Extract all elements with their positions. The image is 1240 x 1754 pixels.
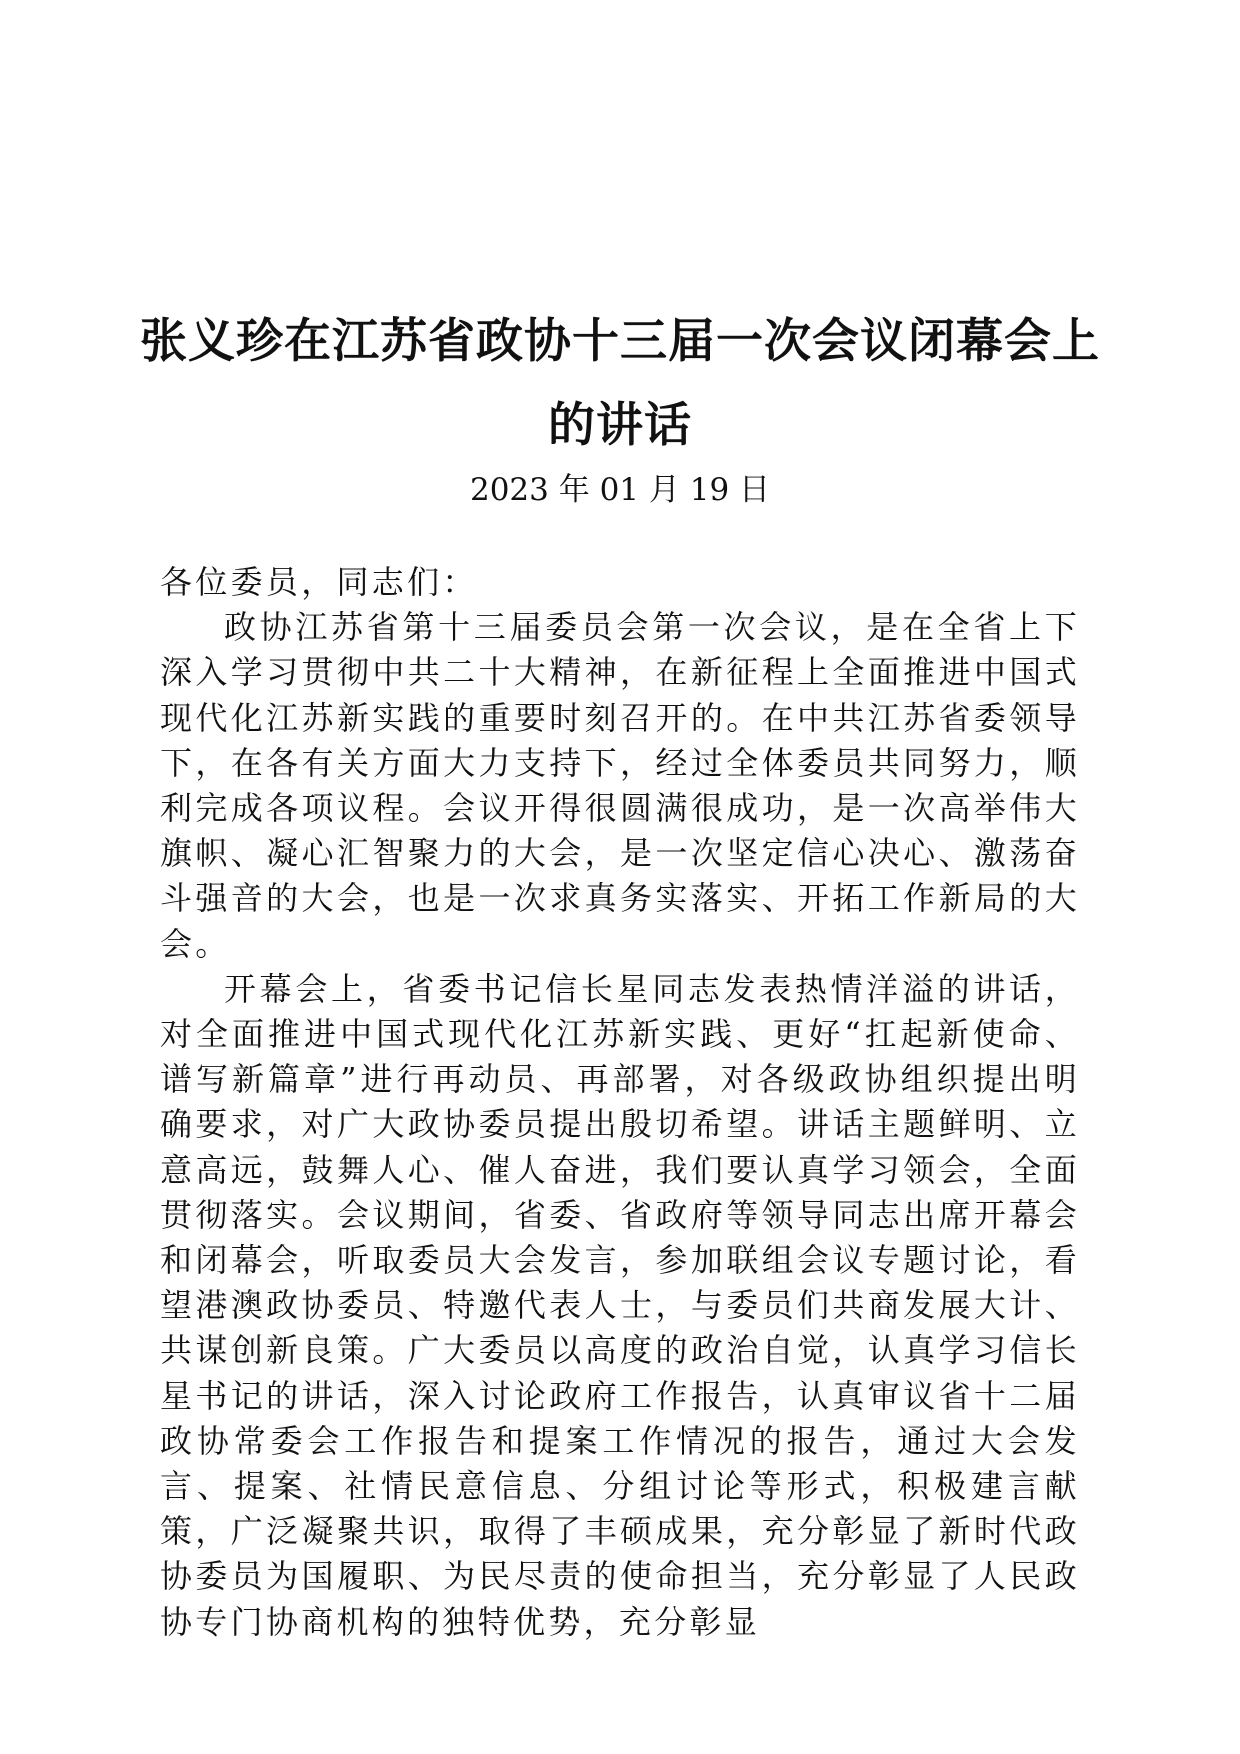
body-paragraph: 开幕会上，省委书记信长星同志发表热情洋溢的讲话，对全面推进中国式现代化江苏新实践、更好“扛起新使命、谱写新篇章”进行再动员、再部署，对各级政协组织提出明确要求，对广大政协委员提出殷切希望。讲话主题鲜明、立意高远，鼓舞人心、催人奋进，我们要认真学习领会，全面贯彻落实。会议期间，省委、省政府等领导同志出席开幕会和闭幕会，听取委员大会发言，参加联组会议专题讨论，看望港澳政协委员、特邀代表人士，与委员们共商发展大计、共谋创新良策。广大委员以高度的政治自觉，认真学习信长星书记的讲话，深入讨论政府工作报告，认真审议省十二届政协常委会工作报告和提案工作情况的报告，通过大会发言、提案、社情民意信息、分组讨论等形式，积极建言献策，广泛凝聚共识，取得了丰硕成果，充分彰显了新时代政协委员为国履职、为民尽责的使命担当，充分彰显了人民政协专门协商机构的独特优势，充分彰显 — [160, 969, 1080, 1641]
document-title: 张义珍在江苏省政协十三届一次会议闭幕会上的讲话 — [140, 314, 1100, 453]
body-paragraph: 政协江苏省第十三届委员会第一次会议，是在全省上下深入学习贯彻中共二十大精神，在新征程上全面推进中国式现代化江苏新实践的重要时刻召开的。在中共江苏省委领导下，在各有关方面大力支持下，经过全体委员共同努力，顺利完成各项议程。会议开得很圆满很成功，是一次高举伟大旗帜、凝心汇智聚力的大会，是一次坚定信心决心、激荡奋斗强音的大会，也是一次求真务实落实、开拓工作新局的大会。 — [160, 608, 1080, 963]
document-body — [160, 560, 1080, 1645]
document-date: 2023 年 01 月 19 日 — [469, 472, 771, 508]
salutation: 各位委员，同志们： — [160, 563, 478, 601]
